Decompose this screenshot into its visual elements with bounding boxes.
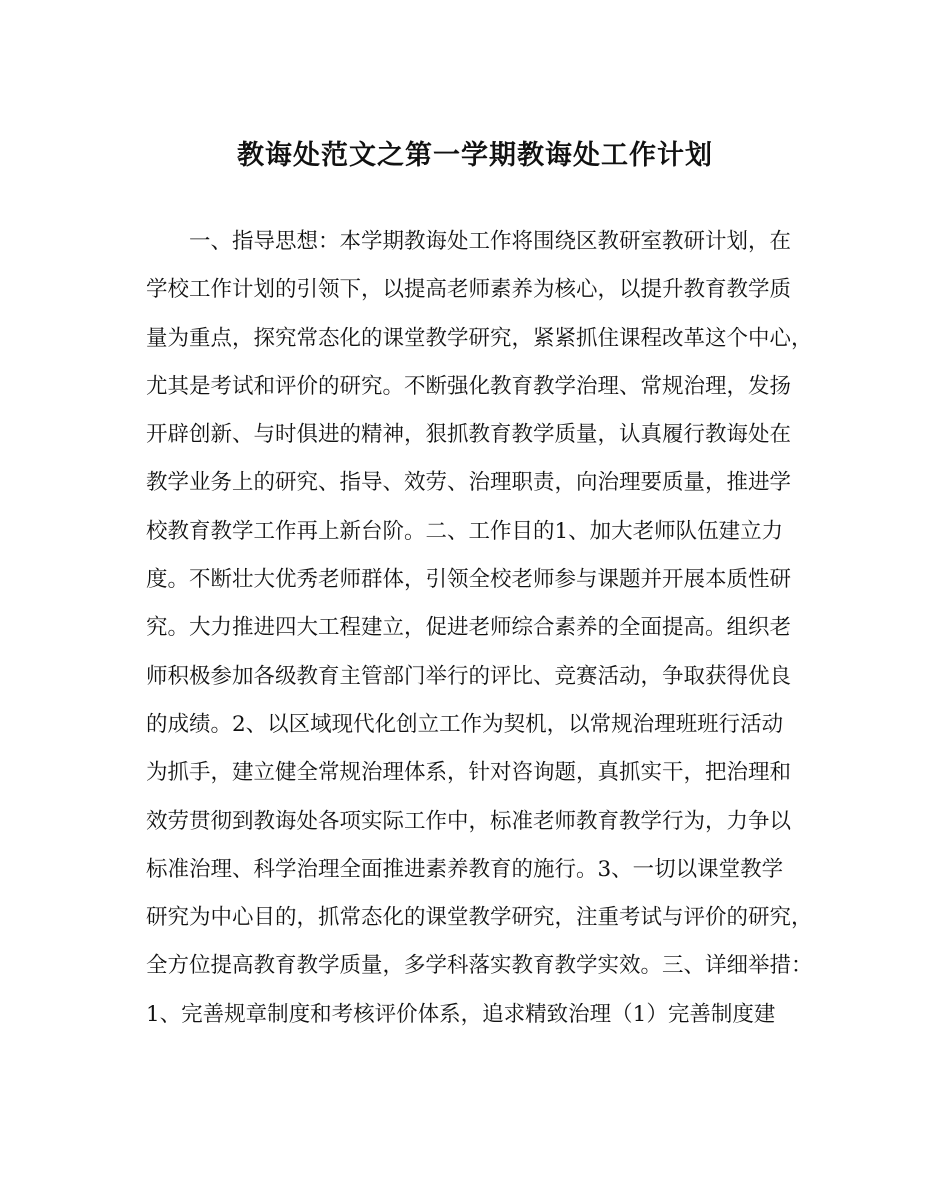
page-title: 教诲处范文之第一学期教诲处工作计划: [237, 140, 713, 171]
text-line: 学校工作计划的引领下，以提高老师素养为核心，以提升教育教学质: [146, 277, 792, 303]
text-line: 的成绩。2、以区域现代化创立工作为契机，以常规治理班班行活动: [146, 711, 784, 737]
text-line: 一、指导思想：本学期教诲处工作将围绕区教研室教研计划，在: [146, 229, 792, 254]
text-line: 度。不断壮大优秀老师群体，引领全校老师参与课题并开展本质性研: [146, 567, 792, 593]
text-line: 研究为中心目的，抓常态化的课堂教学研究，注重考试与评价的研究，: [146, 905, 813, 931]
text-line: 效劳贯彻到教诲处各项实际工作中，标准老师教育教学行为，力争以: [146, 808, 792, 834]
text-line: 开辟创新、与时俱进的精神，狠抓教育教学质量，认真履行教诲处在: [146, 422, 792, 448]
text-line: 教学业务上的研究、指导、效劳、治理职责，向治理要质量，推进学: [146, 470, 792, 496]
body-text: [146, 218, 816, 1039]
text-line: 校教育教学工作再上新台阶。二、工作目的1、加大老师队伍建立力: [146, 518, 784, 544]
text-line: 标准治理、科学治理全面推进素养教育的施行。3、一切以课堂教学: [146, 856, 784, 882]
text-line: 1、完善规章制度和考核评价体系，追求精致治理（1）完善制度建: [146, 1001, 776, 1027]
text-line: 尤其是考试和评价的研究。不断强化教育教学治理、常规治理，发扬: [146, 373, 792, 399]
text-line: 师积极参加各级教育主管部门举行的评比、竞赛活动，争取获得优良: [146, 663, 792, 689]
text-line: 为抓手，建立健全常规治理体系，针对咨询题，真抓实干，把治理和: [146, 760, 792, 786]
text-line: 量为重点，探究常态化的课堂教学研究，紧紧抓住课程改革这个中心，: [146, 325, 813, 351]
text-line: 全方位提高教育教学质量，多学科落实教育教学实效。三、详细举措：: [146, 953, 813, 979]
text-line: 究。大力推进四大工程建立，促进老师综合素养的全面提高。组织老: [146, 615, 792, 641]
